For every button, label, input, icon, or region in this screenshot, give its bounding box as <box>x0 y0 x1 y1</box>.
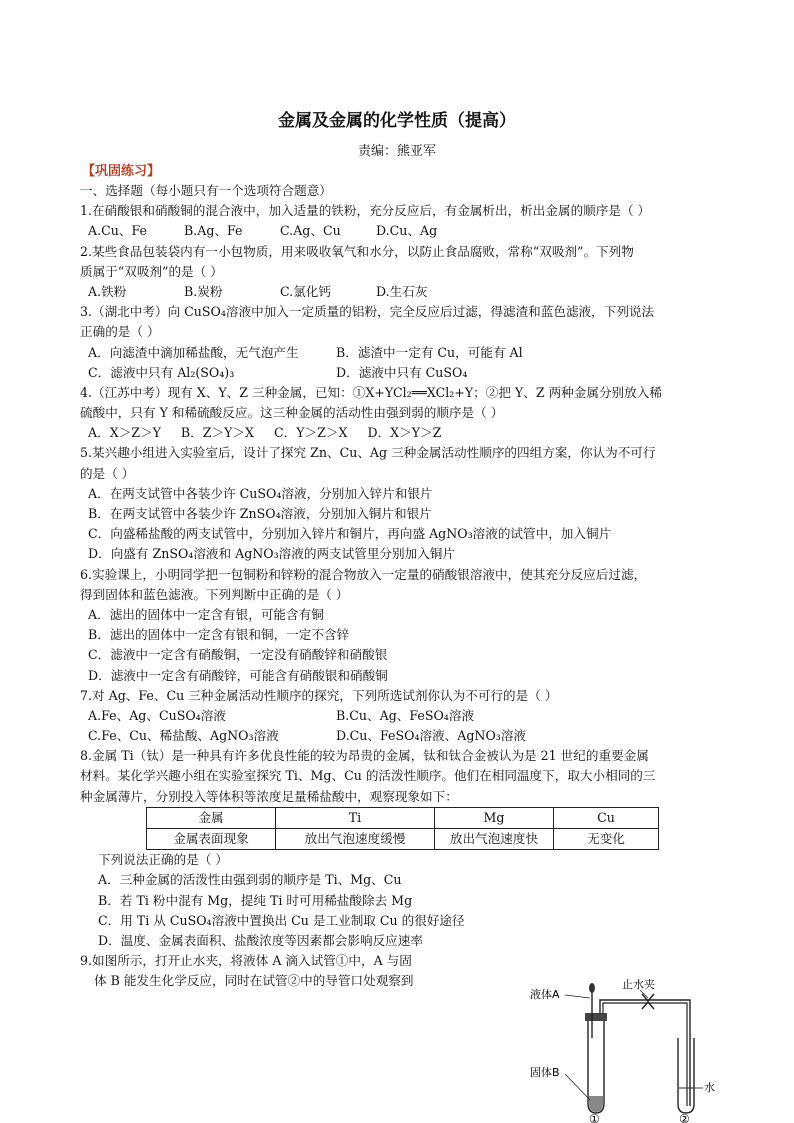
q4-options: A．X＞Z＞Y B．Z＞Y＞X C．Y＞Z＞X D．X＞Y＞Z <box>88 425 442 441</box>
metal-observation-table <box>146 807 659 850</box>
test-tube-2 <box>678 1038 694 1113</box>
q1-options <box>80 221 710 241</box>
q6-stem-1: 6.实验课上，小明同学把一包铜粉和锌粉的混合物放入一定量的硝酸银溶液中，使其充分反应后过滤， <box>80 566 647 582</box>
label-clamp: 止水夹 <box>622 978 655 991</box>
q2-stem-1: 2.某些食品包装袋内有一小包物质，用来吸收氧气和水分，以防止食品腐败，常称“双吸剂”。下列物 <box>80 243 634 259</box>
clamp-icon <box>642 994 654 1009</box>
question-list <box>80 181 710 992</box>
q5-option-b: B．在两支试管中各装少许 ZnSO₄溶液，分别加入铜片和银片 <box>88 506 432 521</box>
q6-option-b: B．滤出的固体中一定含有银和铜，一定不含锌 <box>88 627 350 643</box>
q2-option-d: D.生石灰 <box>376 283 428 299</box>
table-cell: 放出气泡速度缓慢 <box>276 829 435 850</box>
q8-option-b: B．若 Ti 粉中混有 Mg，提纯 Ti 时可用稀盐酸除去 Mg <box>98 892 413 908</box>
label-water: 水 <box>704 1081 715 1094</box>
q7-option-c: C.Fe、Cu、稀盐酸、AgNO₃溶液 <box>88 728 279 744</box>
rubber-stopper <box>585 1013 607 1021</box>
table-cell: 无变化 <box>554 829 659 850</box>
q7-options-cd <box>80 726 710 746</box>
q1-option-a: A.Cu、Fe <box>88 223 147 239</box>
table-cell: Cu <box>554 807 659 828</box>
q1-option-d: D.Cu、Ag <box>376 223 438 239</box>
table-cell: 放出气泡速度快 <box>435 829 554 850</box>
tube-1-label: ① <box>589 1112 600 1123</box>
q4-stem-1: 4.（江苏中考）现有 X、Y、Z 三种金属，已知：①X+YCl₂══XCl₂+Y；②把 Y、Z 两种金属分别放入稀 <box>80 384 662 400</box>
q3-stem-1: 3.（湖北中考）向 CuSO₄溶液中加入一定质量的铝粉，完全反应后过滤，得滤渣和蓝色滤液，下列说法 <box>80 304 655 320</box>
page-title: 金属及金属的化学性质（提高） <box>278 111 516 131</box>
solid-b <box>589 1096 603 1112</box>
q2-option-c: C.氯化钙 <box>280 283 331 299</box>
q3-options-ab <box>80 343 710 363</box>
section-heading: 【巩固练习】 <box>82 164 161 179</box>
q2-option-b: B.炭粉 <box>184 283 223 299</box>
q4-stem-2: 硫酸中，只有 Y 和稀硫酸反应。这三种金属的活动性由强到弱的顺序是（ ） <box>80 405 504 421</box>
q3-stem-2: 正确的是（ ） <box>80 324 160 340</box>
table-row <box>147 829 659 850</box>
q7-option-b: B.Cu、Ag、FeSO₄溶液 <box>336 707 475 723</box>
q1-stem: 1.在硝酸银和硝酸铜的混合液中，加入适量的铁粉，充分反应后，有金属析出，析出金属的顺序是（ ） <box>80 203 651 219</box>
q5-stem-2: 的是（ ） <box>80 465 135 481</box>
label-solid-b: 固体B <box>530 1066 560 1079</box>
delivery-tube <box>600 1000 690 1106</box>
q2-stem-2: 质属于“双吸剂”的是（ ） <box>80 263 223 279</box>
q8-stem-1: 8.金属 Ti（钛）是一种具有许多优良性能的较为昂贵的金属，钛和钛合金被认为是 21 世纪的重要金属 <box>80 748 649 764</box>
dropper-bulb <box>589 983 595 993</box>
q5-option-a: A．在两支试管中各装少许 CuSO₄溶液，分别加入锌片和银片 <box>88 485 433 501</box>
q7-stem: 7.对 Ag、Fe、Cu 三种金属活动性顺序的探究，下列所选试剂你认为不可行的是（ ） <box>80 687 558 703</box>
q3-option-d: D．滤液中只有 CuSO₄ <box>336 364 468 380</box>
q3-option-b: B．滤渣中一定有 Cu，可能有 Al <box>336 344 523 360</box>
table-cell: Ti <box>276 807 435 828</box>
q9-stem-1: 9.如图所示，打开止水夹，将液体 A 滴入试管①中，A 与固 <box>80 953 412 969</box>
q2-option-a: A.铁粉 <box>88 283 127 299</box>
q1-option-c: C.Ag、Cu <box>280 223 341 239</box>
q7-option-a: A.Fe、Ag、CuSO₄溶液 <box>88 707 226 723</box>
q6-option-a: A．滤出的固体中一定含有银，可能含有铜 <box>88 606 324 622</box>
q8-stem-4: 下列说法正确的是（ ） <box>98 852 228 868</box>
q5-stem-1: 5.某兴趣小组进入实验室后，设计了探究 Zn、Cu、Ag 三种金属活动性顺序的四组方案，你认为不可行 <box>80 445 656 461</box>
q3-option-c: C．滤液中只有 Al₂(SO₄)₃ <box>88 364 235 380</box>
table-cell: Mg <box>435 807 554 828</box>
q6-option-c: C．滤液中一定含有硝酸铜，一定没有硝酸锌和硝酸银 <box>88 647 388 663</box>
editor-line: 责编：熊亚军 <box>357 144 436 159</box>
q2-options <box>80 282 710 302</box>
label-liquid-a: 液体A <box>530 988 560 1001</box>
apparatus-figure <box>530 978 730 1123</box>
tube-2-label: ② <box>679 1112 690 1123</box>
table-header-row <box>147 807 659 828</box>
q5-option-d: D．向盛有 ZnSO₄溶液和 AgNO₃溶液的两支试管里分别加入铜片 <box>88 546 455 562</box>
q8-stem-2: 材料。某化学兴趣小组在实验室探究 Ti、Mg、Cu 的活泼性顺序。他们在相同温度下，取大小相同的三 <box>80 768 656 784</box>
q6-stem-2: 得到固体和蓝色滤液。下列判断中正确的是（ ） <box>80 586 349 602</box>
q8-option-c: C．用 Ti 从 CuSO₄溶液中置换出 Cu 是工业制取 Cu 的很好途径 <box>98 912 465 928</box>
q6-option-d: D．滤液中一定含有硝酸锌，可能含有硝酸银和硝酸铜 <box>88 667 388 683</box>
q3-options-cd <box>80 363 710 383</box>
q8-option-d: D．温度、金属表面积、盐酸浓度等因素都会影响反应速率 <box>98 932 423 948</box>
part-heading: 一、选择题（每小题只有一个选项符合题意） <box>80 183 332 198</box>
q8-stem-3: 种金属薄片，分别投入等体积等浓度足量稀盐酸中，观察现象如下： <box>80 788 458 804</box>
q9-stem-2: 体 B 能发生化学反应，同时在试管②中的导管口处观察到 <box>94 973 414 989</box>
q5-option-c: C．向盛稀盐酸的两支试管中，分别加入锌片和铜片，再向盛 AgNO₃溶液的试管中，加入铜片 <box>88 526 612 542</box>
q8-option-a: A．三种金属的活泼性由强到弱的顺序是 Ti、Mg、Cu <box>98 872 402 888</box>
q7-option-d: D.Cu、FeSO₄溶液、AgNO₃溶液 <box>336 728 527 744</box>
table-cell: 金属表面现象 <box>147 829 276 850</box>
q7-options-ab <box>80 706 710 726</box>
q1-option-b: B.Ag、Fe <box>184 223 243 239</box>
q3-option-a: A．向滤渣中滴加稀盐酸，无气泡产生 <box>88 344 299 360</box>
table-cell: 金属 <box>147 807 276 828</box>
